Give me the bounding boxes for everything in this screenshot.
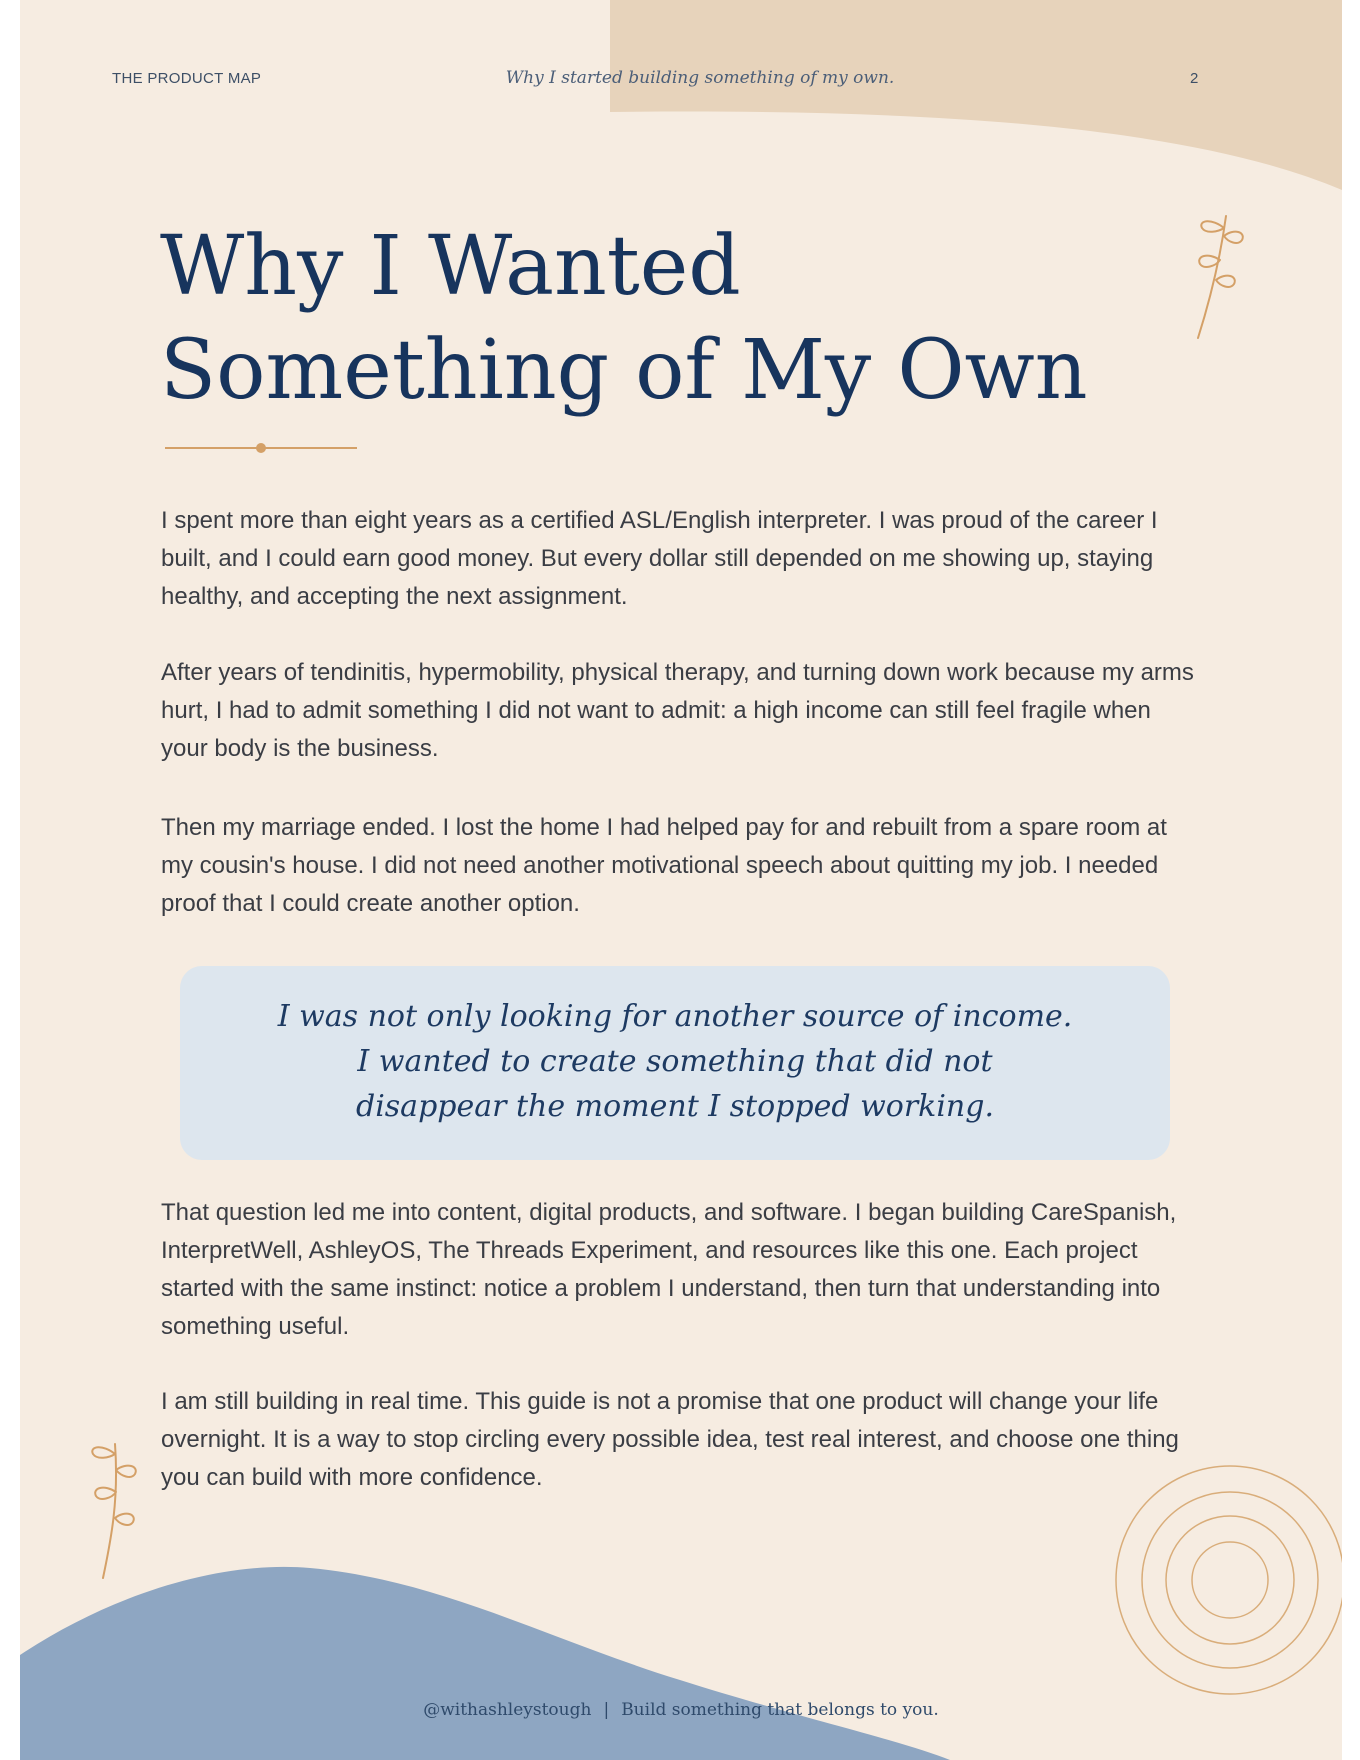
body-paragraph-5: I am still building in real time. This guide is not a promise that one product will change your life overnight. It is a way to stop circling every possible idea, test real interest, and choose one thing you can build with more confidence. xyxy=(161,1388,1179,1491)
page-number: 2 xyxy=(1190,70,1199,87)
running-header-subtitle: Why I started building something of my own. xyxy=(505,68,895,88)
body-paragraph-2: After years of tendinitis, hypermobility, physical therapy, and turning down work because my arms hurt, I had to admit something I did not want to admit: a high income can still feel fragile when your body is the business. xyxy=(161,659,1194,762)
footer-tagline: Build something that belongs to you. xyxy=(621,1700,939,1720)
pull-quote-box xyxy=(180,966,1170,1160)
footer-separator: | xyxy=(603,1700,610,1720)
leaf-sprig-icon xyxy=(85,1440,155,1580)
social-handle: @withashleystough xyxy=(423,1700,592,1720)
pull-quote-line-2: I wanted to create something that did not xyxy=(357,1044,993,1079)
running-header-title: THE PRODUCT MAP xyxy=(112,70,262,87)
page-title-line-1: Why I Wanted xyxy=(160,219,741,314)
body-paragraph-4: That question led me into content, digital products, and software. I began building CareSpanish, InterpretWell, AshleyOS, The Threads Experiment, and resources like this one. Each project started with the same instinct: notice a problem I understand, then turn that understanding into something useful. xyxy=(161,1199,1177,1340)
leaf-sprig-icon xyxy=(1190,210,1260,340)
body-paragraph-3: Then my marriage ended. I lost the home I had helped pay for and rebuilt from a spare room at my cousin's house. I did not need another motivational speech about quitting my job. I needed proof that I could create another option. xyxy=(161,814,1167,917)
page-title-line-2: Something of My Own xyxy=(160,323,1088,418)
page-footer xyxy=(20,1700,1342,1720)
pull-quote xyxy=(180,994,1170,1129)
body-paragraph-1: I spent more than eight years as a certified ASL/English interpreter. I was proud of the career I built, and I could earn good money. But every dollar still depended on me showing up, staying healthy, and accepting the next assignment. xyxy=(161,507,1158,610)
pull-quote-line-3: disappear the moment I stopped working. xyxy=(355,1089,994,1124)
pull-quote-line-1: I was not only looking for another source of income. xyxy=(277,999,1073,1034)
document-page xyxy=(20,0,1342,1760)
page-title xyxy=(160,215,1160,423)
title-divider xyxy=(163,442,359,454)
